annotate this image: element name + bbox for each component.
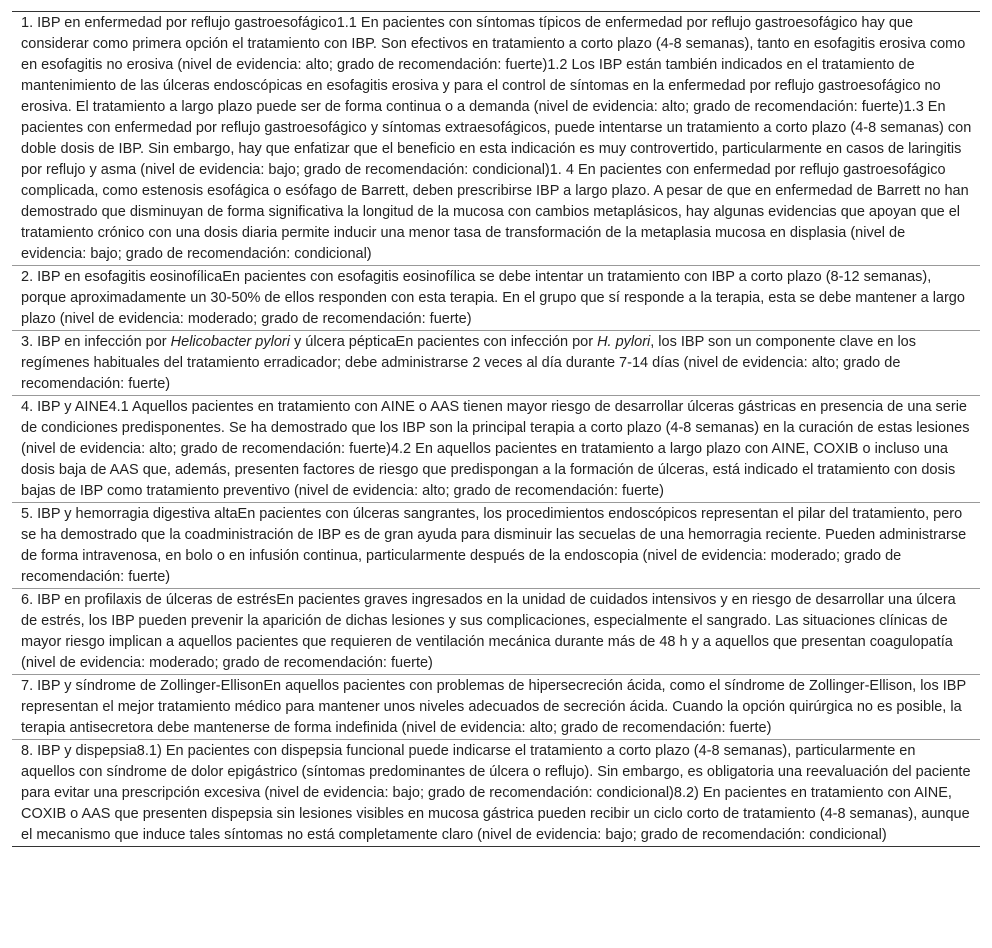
table-row [12, 675, 980, 740]
recommendations-table [12, 11, 980, 847]
table-cell-nsaids: 4. IBP y AINE4.1 Aquellos pacientes en tratamiento con AINE o AAS tienen mayor riesgo de desarrollar úlceras gástricas en presencia de una serie de condiciones predisponentes. Se ha demostrado que los IBP son la principal terapia a corto plazo (4-8 semanas) en la curación de estas lesiones (nivel de evidencia: alto; grado de recomendación: fuerte)4.2 En aquellos pacientes en tratamiento a largo plazo con AINE, COXIB o incluso una dosis baja de AAS que, además, presenten factores de riesgo que predispongan a la formación de úlceras, está indicado el tratamiento con dosis bajas de IBP como tratamiento preventivo (nivel de evidencia: alto; grado de recomendación: fuerte) [12, 396, 980, 503]
table-row [12, 740, 980, 847]
table-row [12, 266, 980, 331]
table-row [12, 503, 980, 589]
cell-text: y úlcera pépticaEn pacientes con infección por [289, 334, 598, 350]
cell-italic-text: Helicobacter pylori [170, 334, 290, 350]
cell-text: 3. IBP en infección por [21, 334, 171, 350]
table-cell-zollinger-ellison: 7. IBP y síndrome de Zollinger-EllisonEn aquellos pacientes con problemas de hipersecreción ácida, como el síndrome de Zollinger-Ellison, los IBP representan el mejor tratamiento médico para mantener unos niveles adecuados de secreción ácida. Cuando la opción quirúrgica no es posible, la terapia antisecretora debe mantenerse de forma indefinida (nivel de evidencia: alto; grado de recomendación: fuerte) [12, 675, 980, 740]
table-row [12, 396, 980, 503]
table-cell-upper-gi-bleeding: 5. IBP y hemorragia digestiva altaEn pacientes con úlceras sangrantes, los procedimientos endoscópicos representan el pilar del tratamiento, pero se ha demostrado que la coadministración de IBP es de gran ayuda para disminuir las secuelas de una hemorragia reciente. Pueden administrarse de forma intravenosa, en bolo o en infusión continua, particularmente después de la endoscopia (nivel de evidencia: moderado; grado de recomendación: fuerte) [12, 503, 980, 589]
table-cell-eosinophilic-esophagitis: 2. IBP en esofagitis eosinofílicaEn pacientes con esofagitis eosinofílica se debe intentar un tratamiento con IBP a corto plazo (8-12 semanas), porque aproximadamente un 30-50% de ellos responden con esta terapia. En el grupo que sí responde a la terapia, esta se debe mantener a largo plazo (nivel de evidencia: moderado; grado de recomendación: fuerte) [12, 266, 980, 331]
cell-text: , los IBP son un componente clave en los regímenes habituales del tratamiento erradicador; debe administrarse 2 veces al día durante 7-14 días (nivel de evidencia: alto; grado de recomendación: fuerte) [21, 334, 916, 392]
table-row [12, 589, 980, 675]
table-cell-gerd: 1. IBP en enfermedad por reflujo gastroesofágico1.1 En pacientes con síntomas típicos de enfermedad por reflujo gastroesofágico hay que considerar como primera opción el tratamiento con IBP. Son efectivos en tratamiento a corto plazo (4-8 semanas), tanto en esofagitis erosiva como en esofagitis no erosiva (nivel de evidencia: alto; grado de recomendación: fuerte)1.2 Los IBP están también indicados en el tratamiento de mantenimiento de las úlceras endoscópicas en esofagitis erosiva y para el control de síntomas en la enfermedad por reflujo gastroesofágico no erosiva. El tratamiento a largo plazo puede ser de forma continua o a demanda (nivel de evidencia: alto; grado de recomendación: fuerte)1.3 En pacientes con enfermedad por reflujo gastroesofágico y síntomas extraesofágicos, puede intentarse un tratamiento a corto plazo (4-8 semanas) con doble dosis de IBP. Sin embargo, hay que enfatizar que el beneficio en esta indicación es muy controvertido, particularmente en casos de laringitis por reflujo y asma (nivel de evidencia: bajo; grado de recomendación: condicional)1. 4 En pacientes con enfermedad por reflujo gastroesofágico complicada, como estenosis esofágica o esófago de Barrett, deben prescribirse IBP a largo plazo. A pesar de que en enfermedad de Barrett no han demostrado que disminuyan de forma significativa la longitud de la mucosa con cambios metaplásicos, hay algunas evidencias que apoyan que el tratamiento crónico con una dosis diaria permite inducir una menor tasa de transformación de la metaplasia mucosa en displasia (nivel de evidencia: bajo; grado de recomendación: condicional) [12, 12, 980, 266]
table-row [12, 12, 980, 266]
table-cell-helicobacter [12, 331, 980, 396]
table-row [12, 331, 980, 396]
table-cell-stress-ulcer-prophylaxis: 6. IBP en profilaxis de úlceras de estrésEn pacientes graves ingresados en la unidad de cuidados intensivos y en riesgo de desarrollar una úlcera de estrés, los IBP pueden prevenir la aparición de dichas lesiones y sus complicaciones, especialmente el sangrado. Las situaciones clínicas de mayor riesgo implican a aquellos pacientes que requieren de ventilación mecánica durante más de 48 h y a aquellos que presentan coagulopatía (nivel de evidencia: moderado; grado de recomendación: fuerte) [12, 589, 980, 675]
table-cell-dyspepsia: 8. IBP y dispepsia8.1) En pacientes con dispepsia funcional puede indicarse el tratamiento a corto plazo (4-8 semanas), particularmente en aquellos con síndrome de dolor epigástrico (síntomas predominantes de úlcera o reflujo). Sin embargo, es obligatoria una reevaluación del paciente para evitar una prescripción excesiva (nivel de evidencia: bajo; grado de recomendación: condicional)8.2) En pacientes en tratamiento con AINE, COXIB o AAS que presenten dispepsia sin lesiones visibles en mucosa gástrica pueden recibir un ciclo corto de tratamiento (4-8 semanas), aunque el mecanismo que induce tales síntomas no está completamente claro (nivel de evidencia: bajo; grado de recomendación: condicional) [21, 743, 971, 843]
cell-italic-text: H. pylori [597, 334, 651, 350]
